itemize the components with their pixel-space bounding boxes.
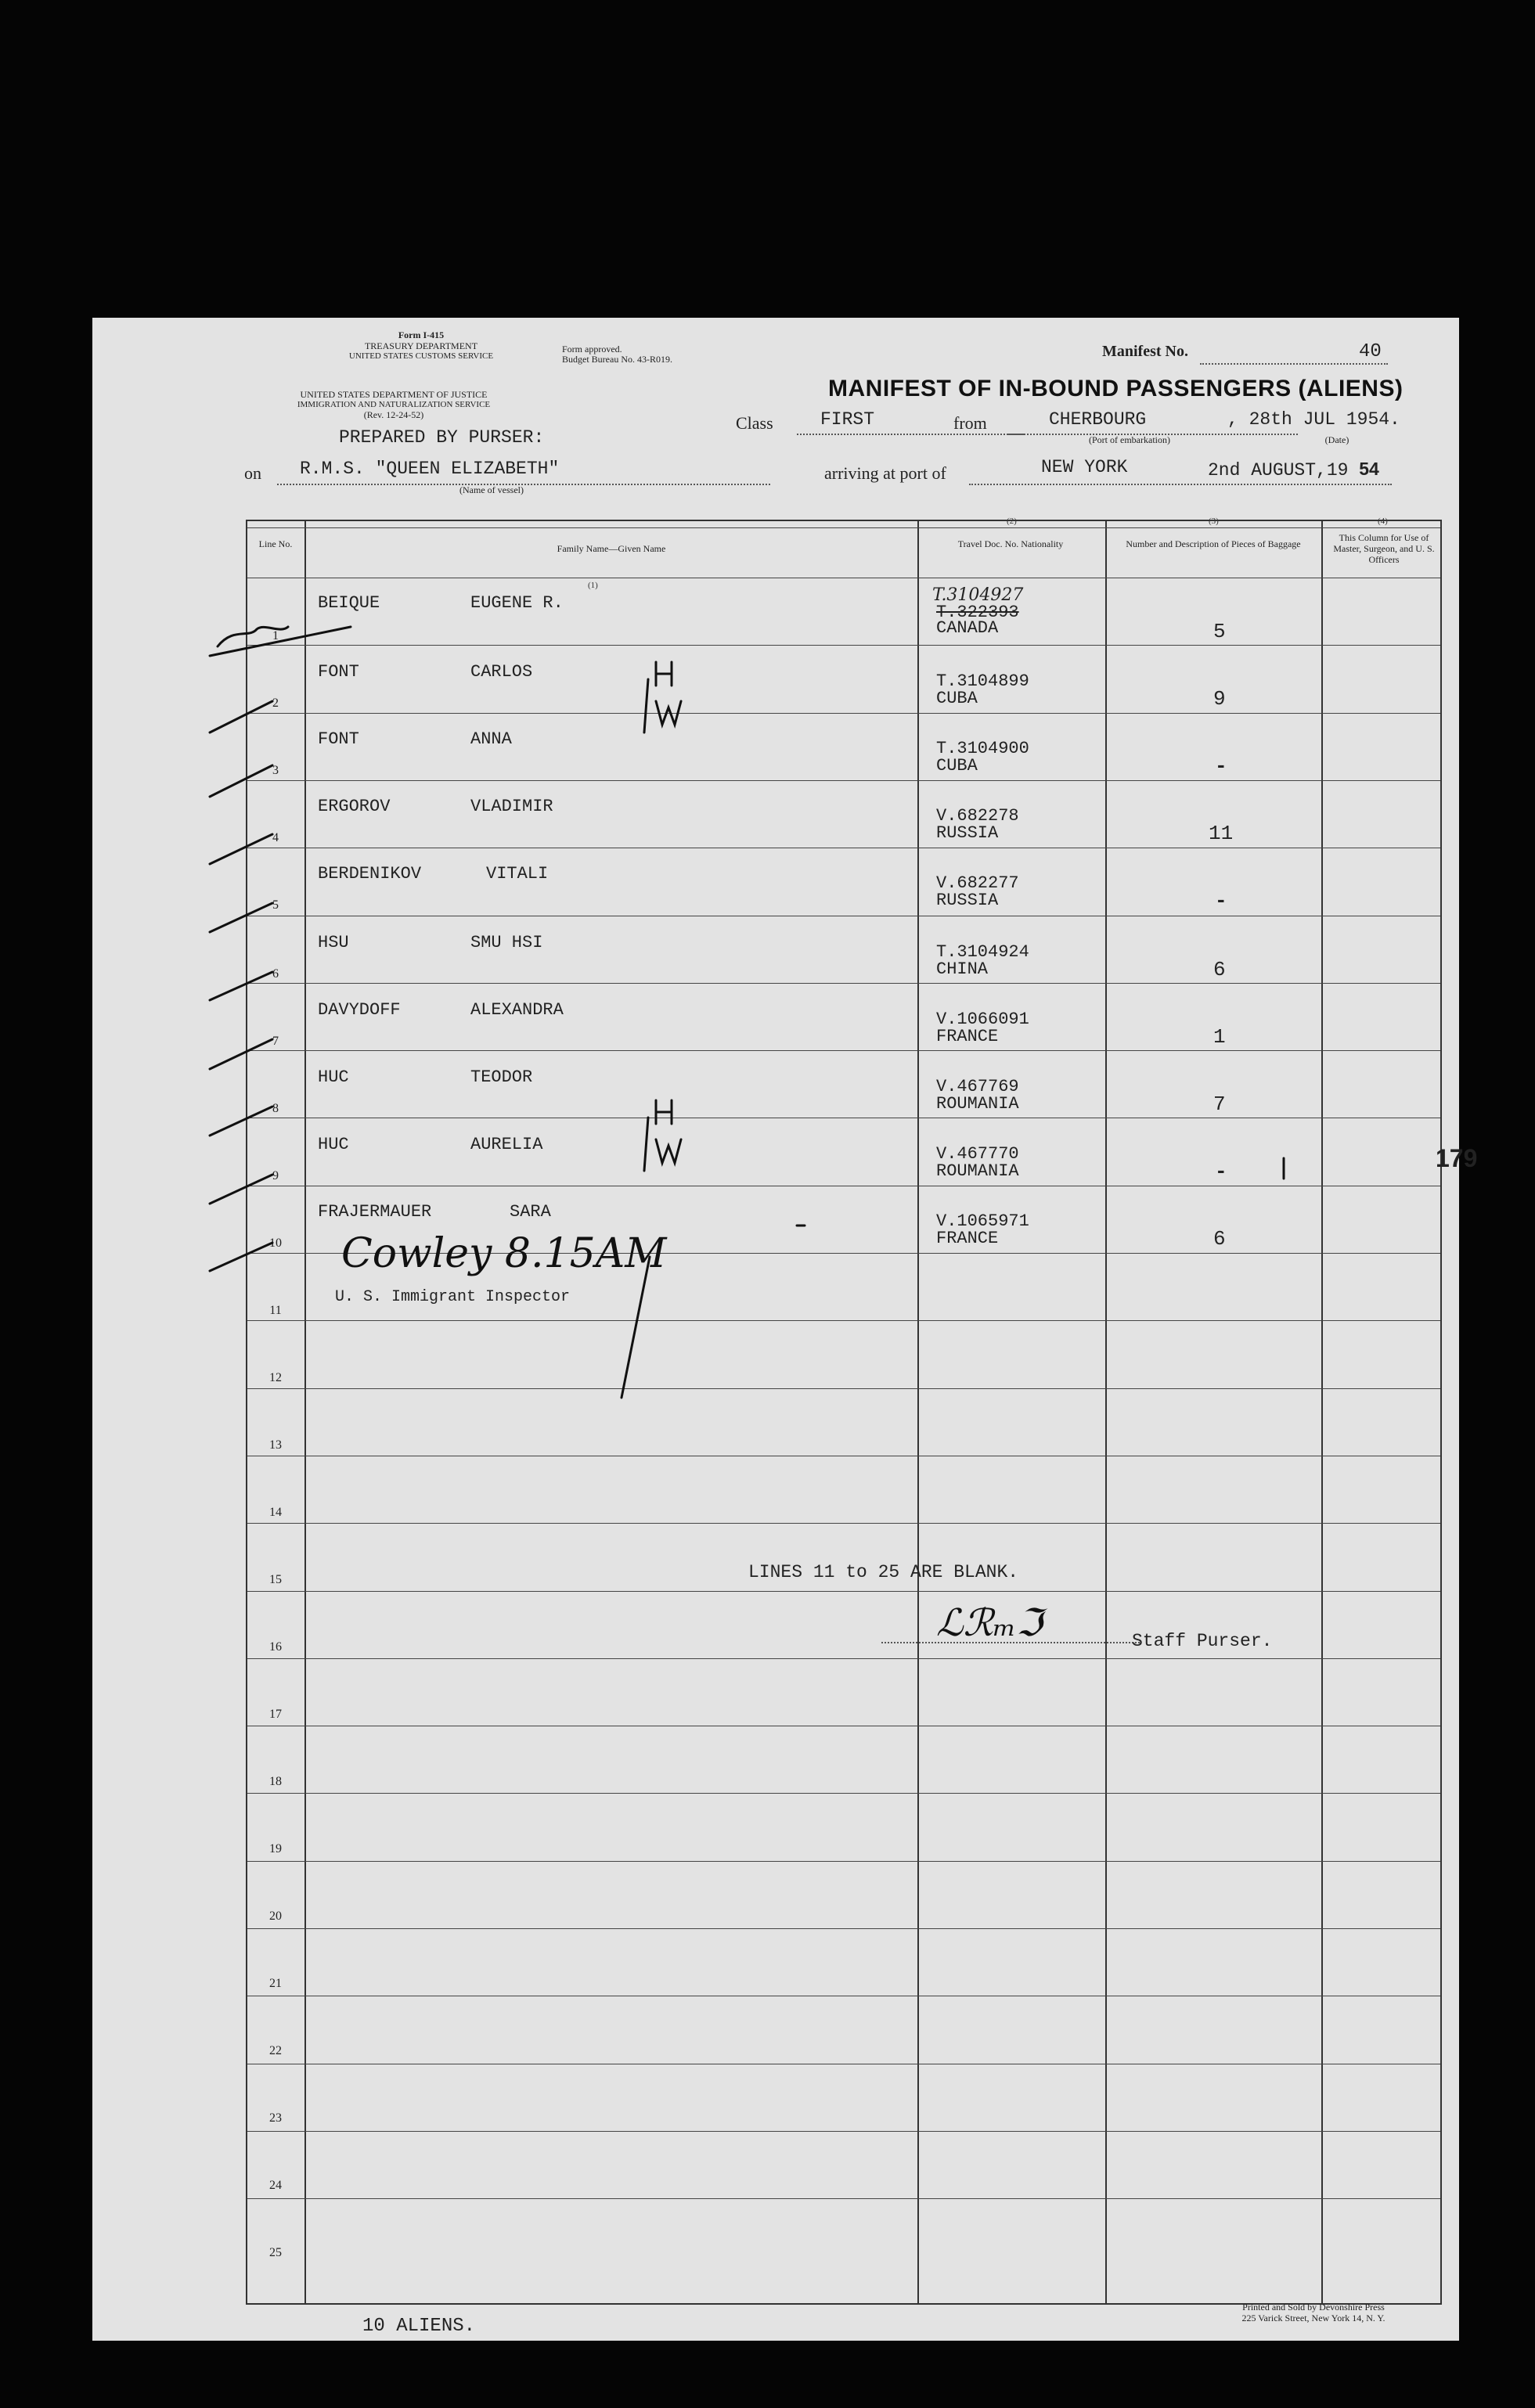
row-6-nationality: CHINA: [936, 959, 989, 979]
line-no: 23: [269, 2111, 282, 2125]
row-1-family: BEIQUE: [318, 593, 380, 613]
line-no: 11: [269, 1304, 282, 1317]
form-number: Form I-415: [398, 329, 445, 340]
row-3-doc: T.3104900: [936, 739, 1029, 758]
row-1-given: EUGENE R.: [470, 593, 564, 613]
line-no: 25: [269, 2246, 282, 2259]
row-10-given: SARA: [510, 1202, 551, 1222]
arrival-date-value: 2nd AUGUST,19: [1208, 460, 1349, 481]
row-10-doc: V.1065971: [936, 1211, 1029, 1231]
class-label: Class: [736, 413, 773, 433]
row-5-family: BERDENIKOV: [318, 864, 422, 884]
line-no: 13: [269, 1438, 282, 1452]
customs-service: UNITED STATES CUSTOMS SERVICE: [348, 351, 494, 361]
row-5-doc: V.682277: [936, 873, 1019, 893]
row-3-nationality: CUBA: [936, 756, 978, 776]
vessel-name: R.M.S. "QUEEN ELIZABETH": [300, 459, 560, 479]
embark-date: , 28th JUL 1954.: [1227, 409, 1400, 430]
form-approved: Form approved.: [562, 344, 622, 355]
row-4-line-no: 4: [272, 831, 279, 844]
class-value: FIRST: [820, 409, 875, 430]
line-no: 14: [269, 1506, 282, 1519]
header-officers: This Column for Use of Master, Surgeon, and U. S. Officers: [1333, 532, 1435, 565]
embark-date-year: 54.: [1367, 409, 1400, 430]
row-7-nationality: FRANCE: [936, 1027, 999, 1046]
purser-label: Staff Purser.: [1132, 1631, 1273, 1651]
row-8-line-no: 8: [272, 1102, 279, 1115]
row-9-nationality: ROUMANIA: [936, 1161, 1019, 1181]
header-baggage: Number and Description of Pieces of Baggage: [1126, 538, 1301, 549]
row-7-doc: V.1066091: [936, 1010, 1029, 1029]
port-embark-caption: (Port of embarkation): [1089, 434, 1170, 445]
row-8-bags: 7: [1213, 1092, 1226, 1116]
row-8-nationality: ROUMANIA: [936, 1094, 1019, 1114]
row-4-given: VLADIMIR: [470, 797, 553, 816]
row-7-family: DAVYDOFF: [318, 1000, 401, 1020]
row-7-given: ALEXANDRA: [470, 1000, 564, 1020]
date-caption: (Date): [1324, 434, 1349, 445]
budget-bureau: Budget Bureau No. 43-R019.: [562, 354, 672, 365]
rev-label: (Rev. 12-24-52): [363, 409, 424, 420]
aliens-count: 10 ALIENS.: [362, 2316, 476, 2337]
line-no: 21: [269, 1977, 282, 1990]
manifest-page: [92, 318, 1478, 2341]
row-9-doc: V.467770: [936, 1144, 1019, 1164]
row-8-family: HUC: [318, 1067, 349, 1087]
header-officers-num: (4): [1378, 517, 1388, 526]
vessel-caption: (Name of vessel): [459, 484, 524, 495]
row-6-bags: 6: [1213, 958, 1226, 981]
embark-date-value: 28th JUL 19: [1249, 409, 1368, 430]
line-no: 16: [269, 1640, 282, 1654]
line-no: 15: [269, 1573, 282, 1586]
blank-lines-note: LINES 11 to 25 ARE BLANK.: [748, 1562, 1019, 1582]
row-7-line-no: 7: [272, 1035, 279, 1048]
header-line-no: Line No.: [258, 538, 293, 549]
row-1-nationality: CANADA: [936, 618, 999, 638]
row-9-officer-note: 179: [1436, 1144, 1478, 1172]
row-5-given: VITALI: [486, 864, 549, 884]
row-2-nationality: CUBA: [936, 689, 978, 708]
row-3-given: ANNA: [470, 729, 512, 749]
line-no: 12: [269, 1371, 282, 1384]
row-1-bags: 5: [1213, 620, 1226, 643]
row-7-bags: 1: [1213, 1025, 1226, 1049]
row-1-doc: T.3104927: [932, 585, 1024, 605]
row-2-given: CARLOS: [470, 662, 533, 682]
row-9-family: HUC: [318, 1135, 349, 1154]
row-10-nationality: FRANCE: [936, 1229, 999, 1248]
row-6-given: SMU HSI: [470, 933, 543, 952]
row-1-line-no: 1: [272, 629, 279, 642]
header-travel: Travel Doc. No. Nationality: [957, 538, 1064, 549]
prepared-by: PREPARED BY PURSER:: [339, 427, 545, 448]
row-5-bags: -: [1215, 889, 1227, 912]
row-6-line-no: 6: [272, 967, 279, 981]
arrival-date-year: 54: [1359, 459, 1379, 479]
inspector-label: U. S. Immigrant Inspector: [335, 1288, 571, 1306]
row-9-line-no: 9: [272, 1169, 279, 1182]
header-baggage-num: (3): [1209, 517, 1219, 526]
row-3-family: FONT: [318, 729, 359, 749]
row-3-bags: -: [1215, 754, 1227, 778]
doj-label: UNITED STATES DEPARTMENT OF JUSTICE: [300, 389, 488, 400]
line-no: 18: [269, 1775, 282, 1788]
row-10-family: FRAJERMAUER: [318, 1202, 432, 1222]
line-no: 22: [269, 2044, 282, 2057]
row-5-line-no: 5: [272, 898, 279, 912]
row-4-nationality: RUSSIA: [936, 823, 999, 843]
row-8-doc: V.467769: [936, 1077, 1019, 1096]
row-8-given: TEODOR: [470, 1067, 533, 1087]
line-no: 17: [269, 1708, 282, 1721]
header-name-num: (1): [588, 581, 598, 590]
row-9-given: AURELIA: [470, 1135, 543, 1154]
arrival-port: NEW YORK: [1041, 457, 1128, 477]
purser-signature: ℒℛₘℑ: [936, 1601, 1043, 1645]
arriving-label: arriving at port of: [824, 463, 946, 483]
from-label: from: [953, 413, 987, 433]
port-embarkation: CHERBOURG: [1049, 409, 1147, 430]
line-no: 20: [269, 1909, 282, 1923]
row-4-family: ERGOROV: [318, 797, 391, 816]
row-2-line-no: 2: [272, 696, 279, 710]
row-9-bags: -: [1215, 1160, 1227, 1183]
treasury-dept: TREASURY DEPARTMENT: [364, 340, 478, 351]
printer-line-1: Printed and Sold by Devonshire Press: [1242, 2302, 1385, 2313]
header-travel-num: (2): [1007, 517, 1017, 526]
row-2-doc: T.3104899: [936, 671, 1029, 691]
row-6-doc: T.3104924: [936, 942, 1029, 962]
row-4-bags: 11: [1209, 822, 1234, 845]
printer-line-2: 225 Varick Street, New York 14, N. Y.: [1241, 2313, 1385, 2323]
manifest-no-value: 40: [1359, 341, 1382, 362]
line-no: 24: [269, 2179, 282, 2192]
line-no: 19: [269, 1842, 282, 1855]
ins-label: IMMIGRATION AND NATURALIZATION SERVICE: [297, 400, 491, 409]
on-label: on: [244, 463, 261, 483]
inspector-signature: Cowley 8.15AM: [341, 1230, 667, 1277]
handwritten-marks: [92, 318, 1459, 2341]
row-10-line-no: 10: [269, 1236, 282, 1250]
row-2-family: FONT: [318, 662, 359, 682]
row-1-doc-struck: T.322393: [936, 603, 1019, 622]
row-3-line-no: 3: [272, 764, 279, 777]
row-5-nationality: RUSSIA: [936, 891, 999, 910]
row-2-bags: 9: [1213, 687, 1226, 711]
row-4-doc: V.682278: [936, 806, 1019, 826]
header-name: Family Name—Given Name: [557, 543, 666, 554]
manifest-no-label: Manifest No.: [1102, 343, 1188, 360]
row-6-family: HSU: [318, 933, 349, 952]
row-10-bags: 6: [1213, 1227, 1226, 1251]
page-title: MANIFEST OF IN-BOUND PASSENGERS (ALIENS): [828, 376, 1403, 401]
